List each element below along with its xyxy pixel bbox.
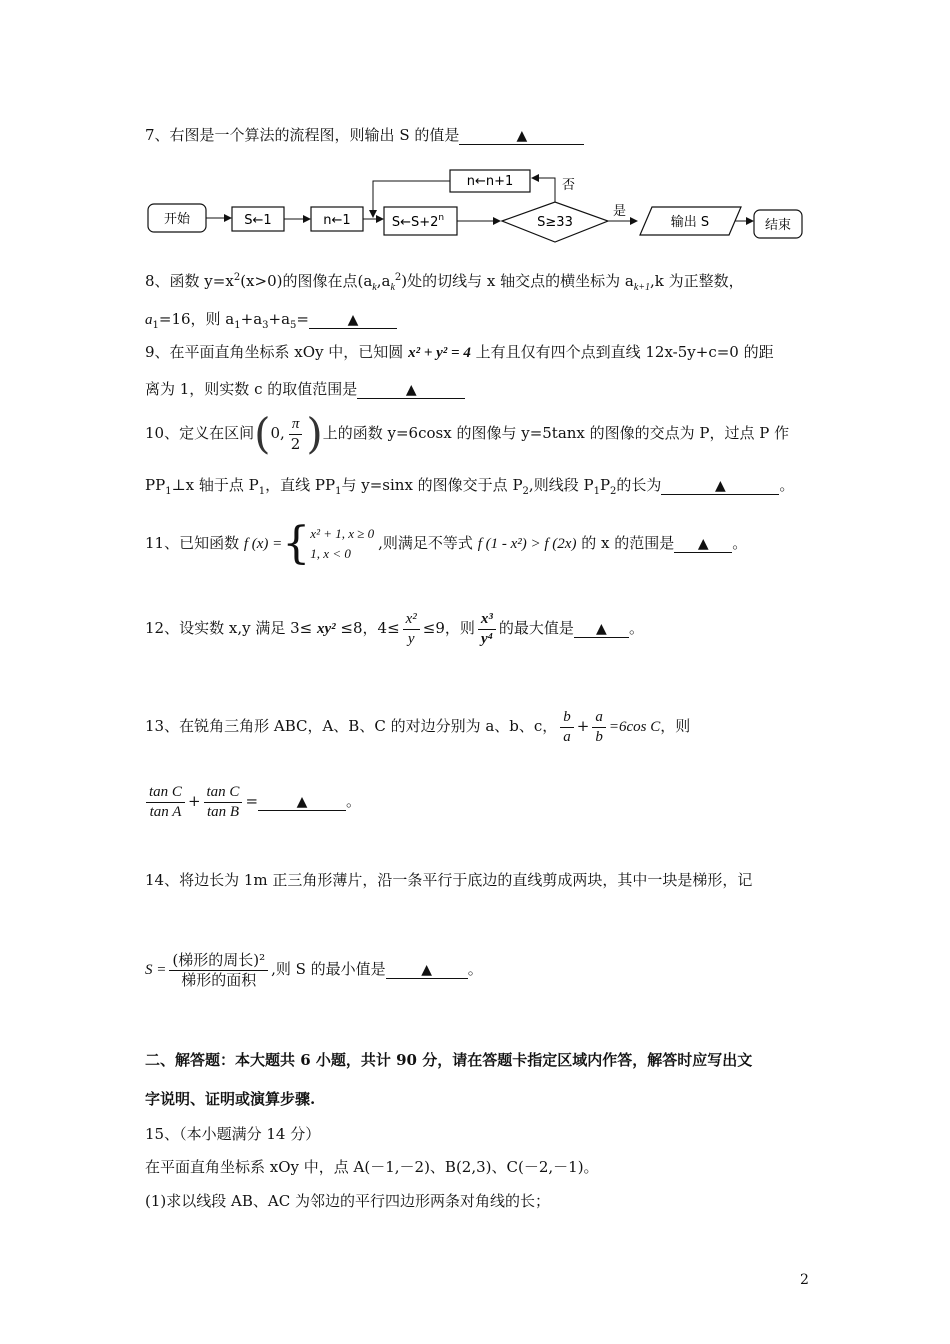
svg-text:结束: 结束 (764, 218, 792, 233)
question-9-line-2: 离为 1，则实数 c 的取值范围是 ▲ (145, 379, 465, 399)
svg-text:S≥33: S≥33 (537, 215, 573, 230)
question-15-title: 15、（本小题满分 14 分） (145, 1125, 321, 1143)
svg-text:否: 否 (562, 178, 576, 193)
svg-text:S←S+2n: $S\leftarrow S+2^n$ (391, 213, 445, 230)
update-s-node (384, 207, 457, 235)
page-number: 2 (800, 1272, 809, 1288)
answer-blank: ▲ (357, 381, 465, 399)
svg-text:开始: 开始 (163, 212, 191, 227)
section-2-heading-cont: 字说明、证明或演算步骤. (145, 1090, 316, 1108)
answer-blank: ▲ (574, 620, 629, 638)
svg-text:是: 是 (613, 204, 627, 219)
question-10-line-1: 10、定义在区间(0, $\frac{\pi}{2}$ )上的函数 y=6cosx 的图像与 y=5tanx 的图像的交点为 P，过点 P 作 (145, 409, 790, 458)
question-15-part-1: (1)求以线段 AB、AC 为邻边的平行四边形两条对角线的长； (145, 1192, 550, 1210)
question-9-line-1: 9、在平面直角坐标系 xOy 中，已知圆 x² + y² = 4 上有且仅有四个点到直线 12x-5y+c=0 的距 (145, 343, 774, 361)
question-8-line-2: $a_1=16$，则 $a_1+a_3+a_5=$ ▲ (145, 309, 397, 330)
question-10-line-2: $PP_1\perp x$ 轴于点 $P_1$，直线 $PP_1$与 y=sinx 的图像交于点 $P_2$,则线段 $P_1P_2$的长为 ▲ 。 (145, 476, 795, 497)
increment-node (450, 170, 530, 192)
end-node (754, 210, 802, 238)
answer-blank: ▲ (386, 961, 468, 979)
question-13-line-2: $\frac{\text{tan C}}{\text{tan A}}$ + $\frac{\text{tan C}}{\text{tan B}}$ = ▲ 。 (143, 778, 361, 824)
answer-blank: ▲ (674, 535, 732, 553)
question-12: 12、设实数 x,y 满足 3≤ xy² ≤8，4≤ $\frac{\text{x²}}{y}$ ≤9，则 $\frac{\text{x³}}{\text{y⁴}}$ 的最大值是 ▲ 。 (145, 610, 644, 647)
algorithm-flowchart (145, 163, 815, 253)
question-7: 7、右图是一个算法的流程图，则输出 S 的值是 ▲ (145, 125, 584, 145)
answer-blank: ▲ (258, 793, 346, 811)
answer-blank: ▲ (459, 127, 584, 145)
answer-blank: ▲ (661, 477, 779, 495)
svg-text:输出 S: 输出 S (670, 215, 710, 230)
question-14-line-2: S = $\frac{\text{(梯形的周长)²}}{\text{梯形的面积}}$ ,则 S 的最小值是 ▲ 。 (145, 950, 483, 989)
section-2-heading: 二、解答题：本大题共 6 小题，共计 90 分，请在答题卡指定区域内作答，解答时应写出文 (145, 1051, 753, 1069)
svg-text:n←1: n←1 (323, 213, 351, 228)
svg-text:S←1: S←1 (244, 213, 272, 228)
condition-node (502, 202, 608, 242)
question-15-text: 在平面直角坐标系 xOy 中，点 A(－1,－2)、B(2,3)、C(－2,－1)。 (145, 1158, 599, 1176)
answer-blank: ▲ (309, 311, 397, 329)
n-init-node (311, 207, 363, 231)
question-13-line-1: 13、在锐角三角形 ABC，A、B、C 的对边分别为 a、b、c， $\frac{b}{a}$ + $\frac{a}{b}$ =6cos C，则 (145, 708, 691, 745)
s-init-node (232, 207, 284, 231)
svg-text:n←n+1: n←n+1 (466, 174, 514, 189)
question-8-line-1: 8、函数 $y=x^2(x>0)$的图像在点$(a_k,a_k^2)$处的切线与 x 轴交点的横坐标为 $a_{k+1},k$ 为正整数， (145, 272, 744, 293)
question-14-line-1: 14、将边长为 1m 正三角形薄片，沿一条平行于底边的直线剪成两块，其中一块是梯形，记 (145, 871, 753, 889)
output-node (640, 207, 741, 235)
start-node (148, 204, 206, 232)
question-11: 11、已知函数 f (x) ={ x² + 1, x ≥ 0 1, x < 0 ,则满足不等式 f (1 - x²) > f (2x) 的 x 的范围是 ▲ 。 (145, 518, 748, 569)
